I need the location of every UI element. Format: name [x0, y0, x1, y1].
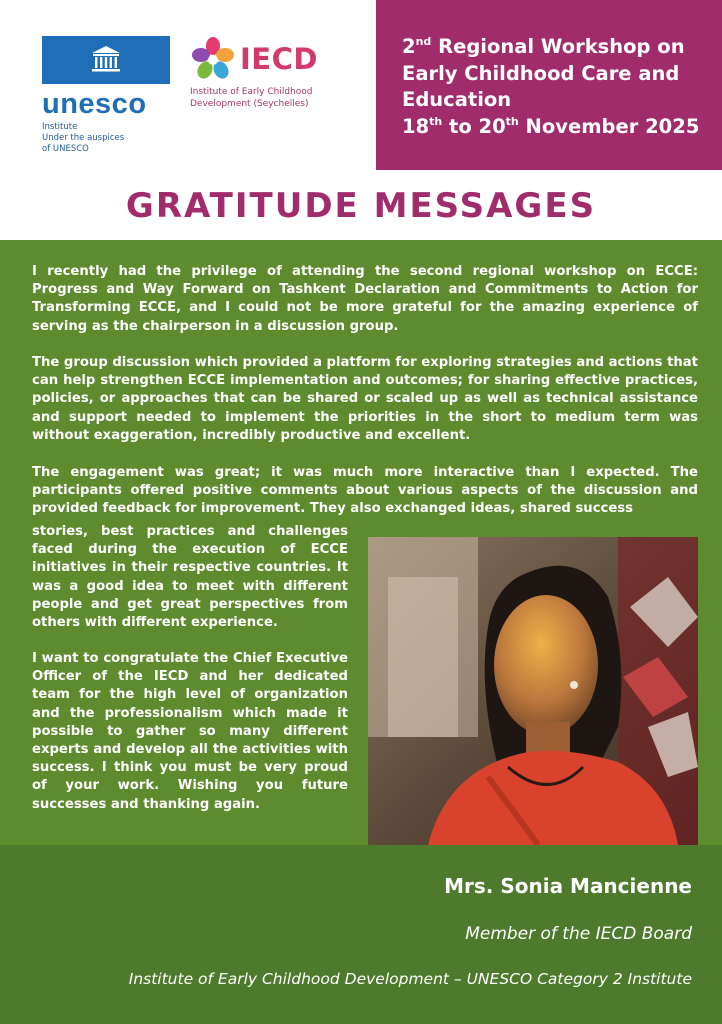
signatory-name: Mrs. Sonia Mancienne	[444, 874, 692, 898]
header	[0, 0, 722, 170]
message-paragraph-3: The engagement was great; it was much more interactive than I expected. The participants offered positive comments about various aspects of the discussion and provided feedback for improvement. They also exchanged ideas, shared success	[32, 465, 698, 517]
unesco-logo	[42, 36, 172, 155]
event-banner	[376, 0, 722, 170]
message-paragraph-3-continued: stories, best practices and challenges faced during the execution of ECCE initiatives in their respective countries. It was a good idea to meet with different people and get great perspectives from others with different experience.	[32, 524, 348, 631]
iecd-logo	[190, 36, 350, 110]
message-paragraph-4: I want to congratulate the Chief Executive Officer of the IECD and her dedicated team for the high level of organization and the professionalism which made it possible to gather so many different experts and develop all the activities with success. I think you must be very proud of your work. Wishing you future successes and thanking again.	[32, 651, 348, 812]
unesco-subtitle: Institute Under the auspices of UNESCO	[42, 122, 125, 154]
portrait-illustration	[368, 537, 698, 845]
banner-line-3: Education	[402, 88, 512, 111]
iecd-wordmark: IECD	[240, 42, 318, 76]
banner-line-1: 2nd Regional Workshop on	[402, 35, 685, 58]
banner-dates: 18th to 20th November 2025	[402, 114, 700, 138]
banner-line-2: Early Childhood Care and	[402, 61, 680, 85]
unesco-wordmark: unesco	[42, 88, 147, 120]
signatory-institution: Institute of Early Childhood Development – UNESCO Category 2 Institute	[128, 970, 692, 988]
message-paragraph-1: I recently had the privilege of attending the second regional workshop on ECCE: Progress and Way Forward on Tashkent Declaration and Commitments to Action for Transforming ECCE, and I could not be more grateful for the amazing experience of serving as the chairperson in a discussion group.	[32, 264, 698, 334]
iecd-subtitle: Institute of Early Childhood Development (Seychelles)	[190, 87, 313, 109]
unesco-temple-icon	[90, 44, 122, 74]
signatory-role: Member of the IECD Board	[465, 924, 692, 944]
message-paragraph-2: The group discussion which provided a platform for exploring strategies and actions that can help strengthen ECCE implementation and outcomes; for sharing effective practices, policies, or approaches that can be shared or scaled up as well as technical assistance and support needed to implement the priorities in the short to medium term was without exaggeration, incredibly productive and excellent.	[32, 355, 698, 443]
page-title: GRATITUDE MESSAGES	[125, 186, 597, 226]
iecd-flower-icon	[190, 36, 236, 82]
unesco-emblem	[42, 36, 170, 84]
portrait-photo	[368, 537, 698, 845]
